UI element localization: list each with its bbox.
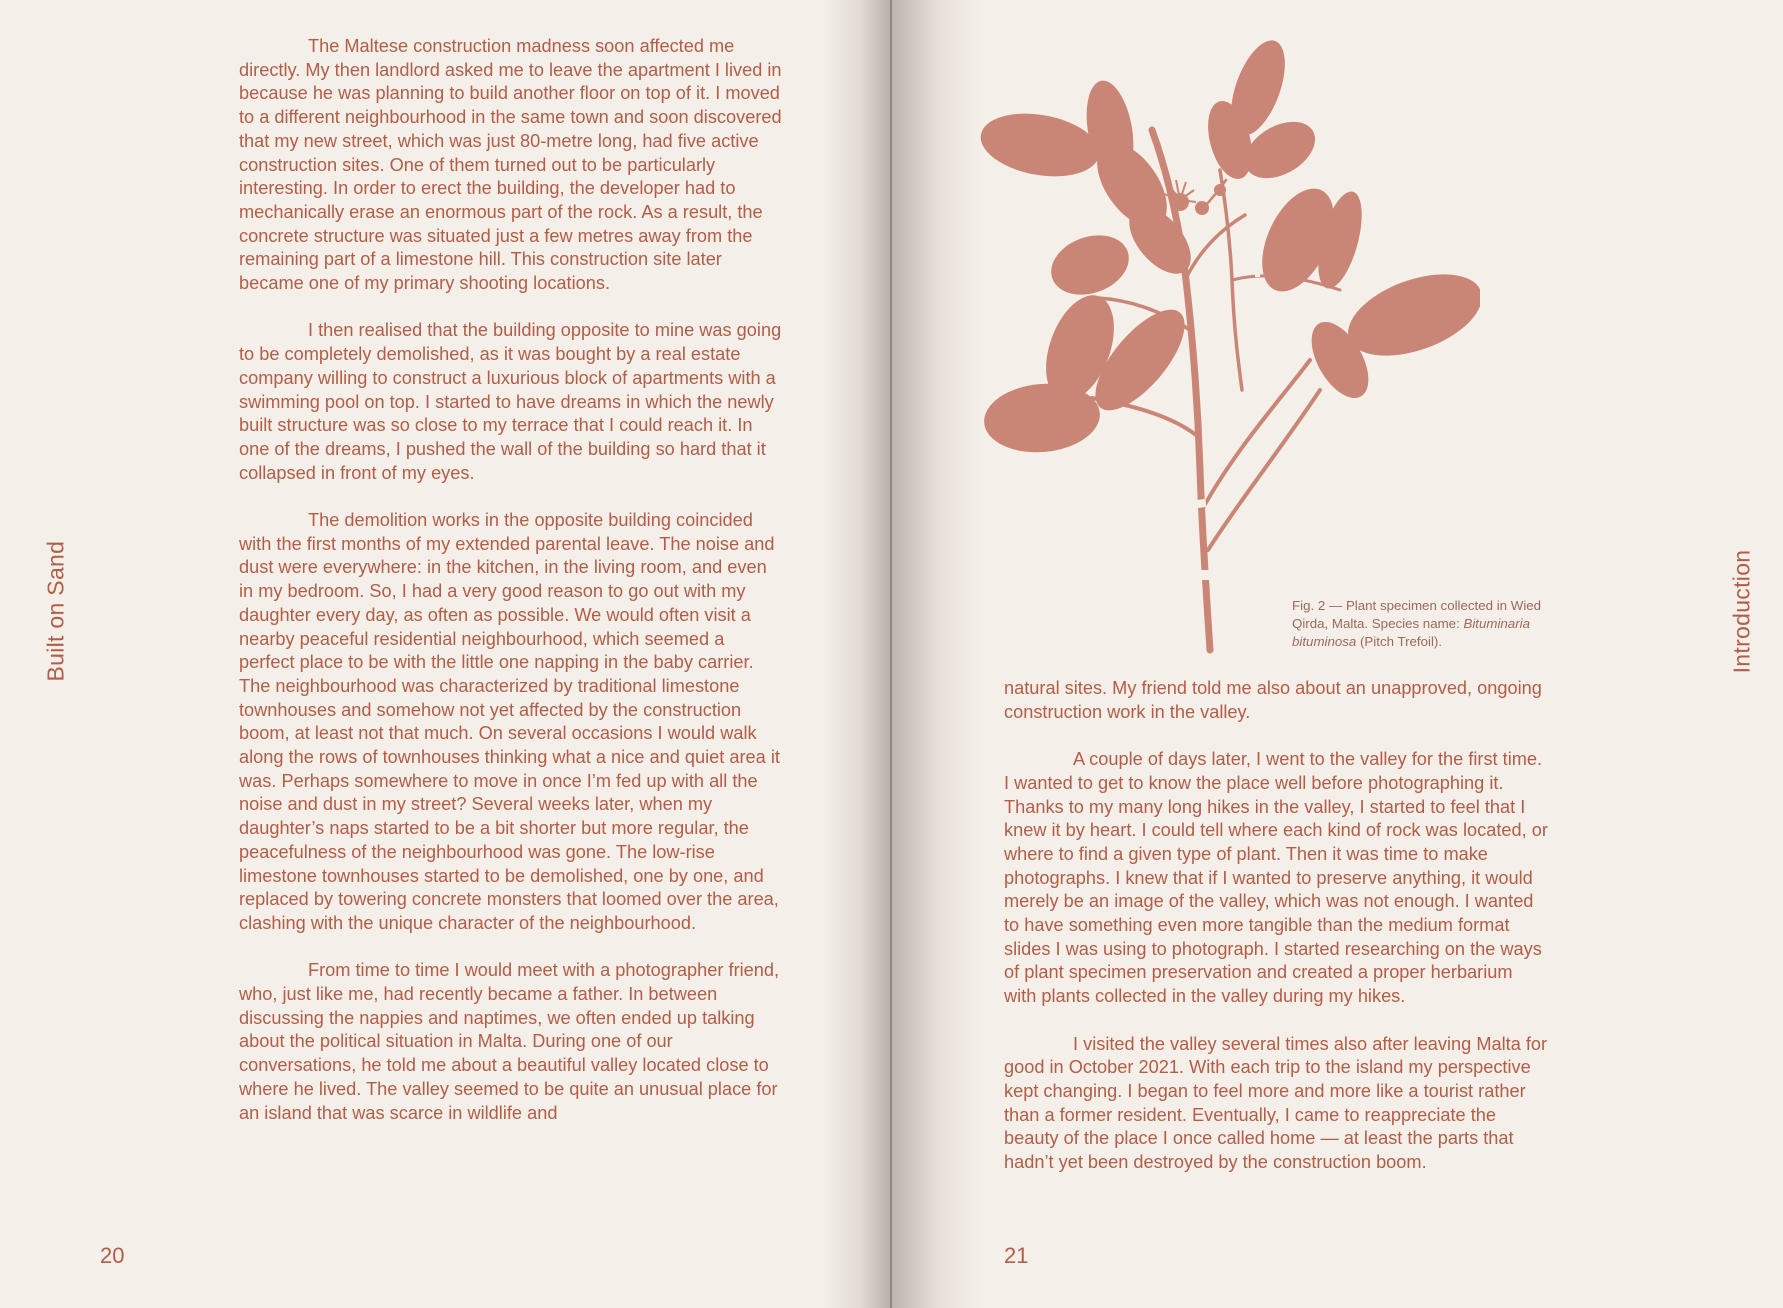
right-paragraph-2: I visited the valley several times also after leaving Malta for good in October 2021. With each trip to the island my perspective kept changing. I began to feel more and more like a tourist rather than a former resident. Eventually, I came to reappreciate the beauty of the place I once called home — at least the parts that hadn’t yet been destroyed by the construction boom. [1004, 1033, 1548, 1173]
right-paragraph-1: A couple of days later, I went to the valley for the first time. I wanted to get to know the place well before photographing it. Thanks to my many long hikes in the valley, I started to feel that I knew it by heart. I could tell where each kind of rock was located, or where to find a given type of plant. Then it was time to make photographs. I knew that if I wanted to preserve anything, it would merely be an image of the valley, which was not enough. I wanted to have something even more tangible than the medium format slides I was using to photograph. I started researching on the ways of plant specimen preservation and created a proper herbarium with plants collected in the valley during my hikes. [1004, 749, 1548, 1007]
right-running-title: Introduction [1728, 549, 1755, 674]
right-page-number: 21 [1004, 1243, 1029, 1268]
left-paragraph-2: I then realised that the building opposite to mine was going to be completely demolished, as it was bought by a real estate company willing to construct a luxurious block of apartments with a swimming pool on top. I started to have dreams in which the newly built structure was so close to my terrace that I could reach it. In one of the dreams, I pushed the wall of the building so hard that it collapsed in front of my eyes. [239, 320, 782, 483]
right-body-text [1004, 677, 1549, 1198]
right-gutter-shadow [892, 0, 982, 1308]
left-page-number: 20 [100, 1243, 125, 1268]
left-body-text [239, 35, 784, 1149]
figure-caption: Fig. 2 — Plant specimen collected in Wied Qirda, Malta. Species name: Bituminaria bituminosa (Pitch Trefoil). [1292, 598, 1542, 649]
species-name: Bituminaria bituminosa [1292, 616, 1530, 649]
plant-specimen-illustration [980, 30, 1480, 660]
left-paragraph-4: From time to time I would meet with a photographer friend, who, just like me, had recently became a father. In between discussing the nappies and naptimes, we often ended up talking about the political situation in Malta. During one of our conversations, he told me about a beautiful valley located close to where he lived. The valley seemed to be quite an unusual place for an island that was scarce in wildlife and [239, 960, 780, 1123]
right-continuation-paragraph: natural sites. My friend told me also about an unapproved, ongoing construction work in the valley. [1004, 678, 1542, 722]
left-gutter-shadow [822, 0, 892, 1308]
right-page [892, 0, 1783, 1308]
left-running-title: Built on Sand [42, 540, 69, 682]
left-paragraph-1: The Maltese construction madness soon affected me directly. My then landlord asked me to leave the apartment I lived in because he was planning to build another floor on top of it. I moved to a different neighbourhood in the same town and soon discovered that my new street, which was just 80-metre long, had five active construction sites. One of them turned out to be particularly interesting. In order to erect the building, the developer had to mechanically erase an enormous part of the rock. As a result, the concrete structure was situated just a few metres away from the remaining part of a limestone hill. This construction site later became one of my primary shooting locations. [239, 36, 782, 294]
left-paragraph-3: The demolition works in the opposite building coincided with the first months of my extended parental leave. The noise and dust were everywhere: in the kitchen, in the living room, and even in my bedroom. So, I had a very good reason to go out with my daughter every day, as often as possible. We would often visit a nearby peaceful residential neighbourhood, which seemed a perfect place to be with the little one napping in the baby carrier. The neighbourhood was characterized by traditional limestone townhouses and somehow not yet affected by the construction boom, at least not that much. On several occasions I would walk along the rows of townhouses thinking what a nice and quiet area it was. Perhaps somewhere to move in once I’m fed up with all the noise and dust in my street? Several weeks later, when my daughter’s naps started to be a bit shorter but more regular, the peacefulness of the neighbourhood was gone. The low-rise limestone townhouses started to be demolished, one by one, and replaced by towering concrete monsters that loomed over the area, clashing with the unique character of the neighbourhood. [239, 510, 780, 933]
